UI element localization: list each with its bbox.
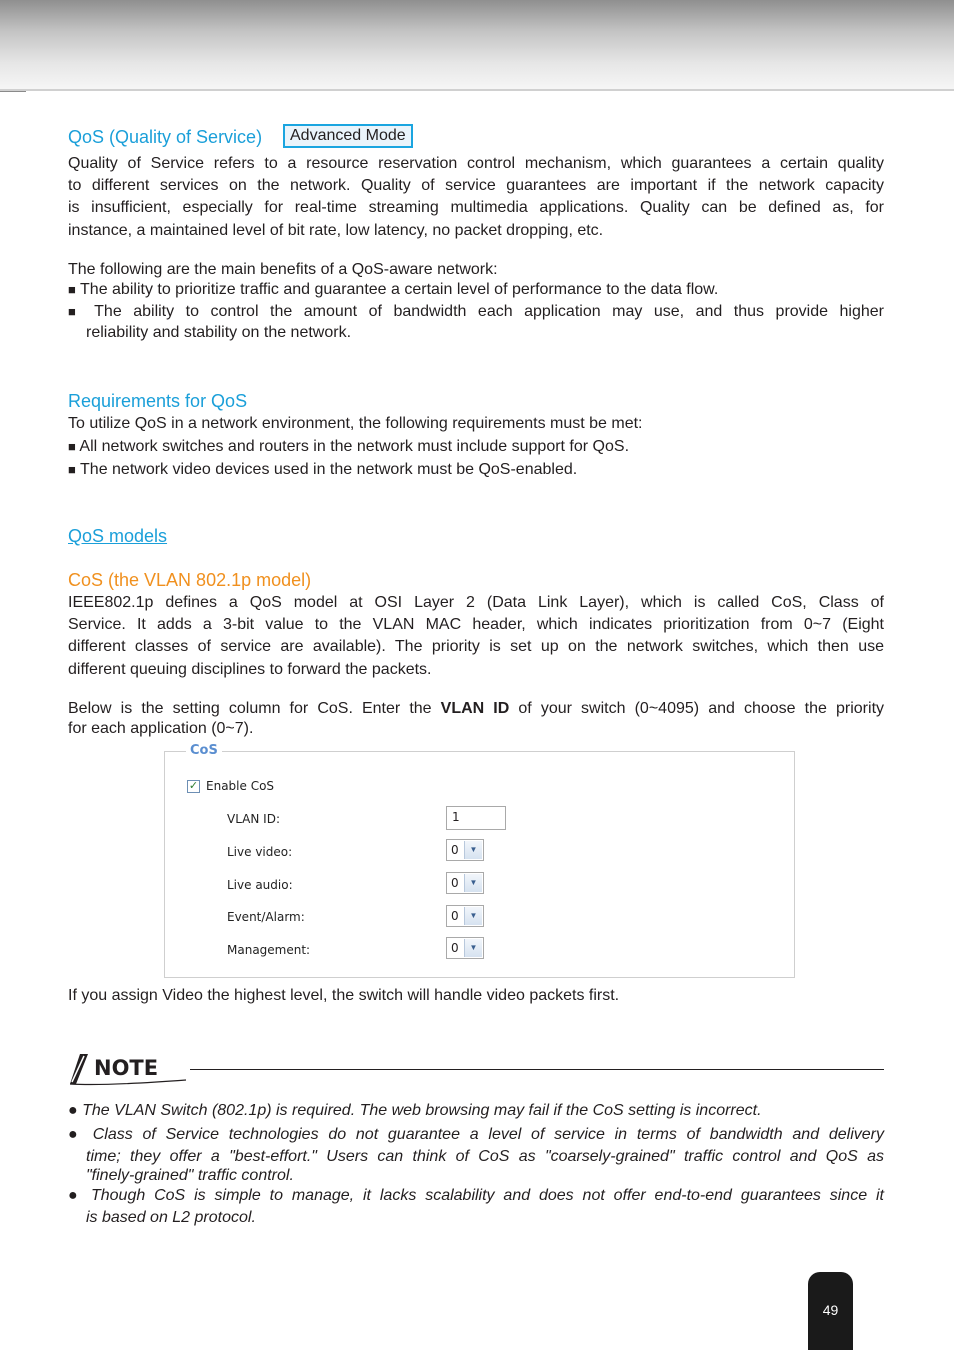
cos-para-line: different queuing disciplines to forward the packets.: [68, 661, 432, 678]
qos-para-line: instance, a maintained level of bit rate, low latency, no packet dropping, etc.: [68, 222, 604, 239]
qos-paragraph: [68, 153, 884, 242]
header-tick: [0, 91, 26, 92]
chevron-down-icon: ▼: [464, 874, 482, 892]
qos-para-line: is insufficient, especially for real-time streaming multimedia applications. Quality can be defined as, for: [68, 199, 884, 216]
bullet-icon: ■: [68, 304, 83, 319]
enable-cos-label: Enable CoS: [206, 779, 275, 793]
chevron-down-icon: ▼: [464, 841, 482, 859]
live-video-select[interactable]: [446, 839, 484, 861]
cos-para-line: different classes of service are available). The priority is set up on the network switches, which then use: [68, 638, 884, 655]
live-video-label: Live video:: [227, 845, 293, 859]
cos-heading: CoS (the VLAN 802.1p model): [68, 570, 312, 590]
header-divider: [0, 89, 954, 91]
note-pen-icon: [66, 1048, 191, 1088]
vlan-id-input[interactable]: 1: [446, 806, 506, 830]
setting-line: [68, 698, 884, 720]
qos-para-line: Quality of Service refers to a resource reservation control mechanism, which guarantees a certain quality: [68, 155, 884, 172]
live-audio-label: Live audio:: [227, 878, 293, 892]
note-divider: [190, 1069, 884, 1070]
event-alarm-label: Event/Alarm:: [227, 910, 305, 924]
setting-line-2: for each application (0~7).: [68, 720, 254, 737]
management-label: Management:: [227, 943, 311, 957]
page-number: 49: [822, 1302, 839, 1318]
requirement-item: [68, 436, 629, 458]
benefits-intro: The following are the main benefits of a QoS-aware network:: [68, 261, 498, 278]
note-text: The VLAN Switch (802.1p) is required. The web browsing may fail if the CoS setting is incorrect.: [82, 1102, 762, 1119]
requirement-text: All network switches and routers in the network must include support for QoS.: [79, 438, 630, 455]
chevron-down-icon: ▼: [464, 939, 482, 957]
requirement-item: [68, 459, 577, 481]
note-title: NOTE: [94, 1056, 159, 1080]
select-value: 0: [451, 909, 459, 923]
enable-cos-checkbox[interactable]: ✓: [188, 780, 199, 792]
note-item: [68, 1185, 884, 1207]
benefit-item: [68, 301, 884, 323]
video-priority-text: If you assign Video the highest level, the switch will handle video packets first.: [68, 987, 620, 1004]
requirement-text: The network video devices used in the network must be QoS-enabled.: [80, 461, 578, 478]
header-band: [0, 0, 954, 90]
select-value: 0: [451, 843, 459, 857]
bullet-icon: ■: [68, 439, 76, 454]
dot-icon: ●: [68, 1187, 83, 1204]
note-continuation: "finely-grained" traffic control.: [86, 1167, 294, 1184]
benefit-text: The ability to control the amount of bandwidth each application may use, and thus provide higher: [94, 303, 884, 320]
setting-text: Below is the setting column for CoS. Enter the: [68, 700, 441, 717]
benefit-continuation: reliability and stability on the network.: [86, 324, 352, 341]
benefit-text: The ability to prioritize traffic and guarantee a certain level of performance to the data flow.: [80, 281, 719, 298]
live-audio-select[interactable]: [446, 872, 484, 894]
cos-paragraph: [68, 592, 884, 681]
vlan-id-label: VLAN ID:: [227, 812, 280, 826]
vlan-id-emphasis: VLAN ID: [440, 700, 510, 717]
cos-legend: CoS: [186, 743, 222, 758]
event-alarm-select[interactable]: [446, 905, 484, 927]
management-select[interactable]: [446, 937, 484, 959]
note-text: Though CoS is simple to manage, it lacks scalability and does not offer end-to-end guarantees since it: [90, 1187, 884, 1204]
note-item: [68, 1124, 884, 1146]
select-value: 0: [451, 876, 459, 890]
setting-text: of your switch (0~4095) and choose the priority: [509, 700, 885, 717]
qos-heading: QoS (Quality of Service): [68, 127, 263, 147]
cos-para-line: Service. It adds a 3-bit value to the VLAN MAC header, which indicates prioritization from 0~7 (Eight: [68, 616, 884, 633]
advanced-mode-badge: Advanced Mode: [283, 124, 413, 148]
benefit-item: [68, 279, 718, 301]
note-continuation: time; they offer a "best-effort." Users can think of CoS as "coarsely-grained" traffic control and QoS as: [86, 1148, 884, 1165]
qos-para-line: to different services on the network. Quality of service guarantees are important if the network capacity: [68, 177, 884, 194]
note-continuation: is based on L2 protocol.: [86, 1209, 256, 1226]
bullet-icon: ■: [68, 282, 76, 297]
cos-para-line: IEEE802.1p defines a QoS model at OSI Layer 2 (Data Link Layer), which is called CoS, Class of: [68, 594, 884, 611]
qos-models-link[interactable]: QoS models: [68, 526, 168, 546]
bullet-icon: ■: [68, 462, 76, 477]
requirements-heading: Requirements for QoS: [68, 391, 248, 411]
select-value: 0: [451, 941, 459, 955]
chevron-down-icon: ▼: [464, 907, 482, 925]
dot-icon: ●: [68, 1102, 78, 1119]
requirements-intro: To utilize QoS in a network environment, the following requirements must be met:: [68, 415, 643, 432]
note-item: [68, 1100, 884, 1122]
dot-icon: ●: [68, 1126, 83, 1143]
note-text: Class of Service technologies do not guarantee a level of service in terms of bandwidth and delivery: [92, 1126, 884, 1143]
